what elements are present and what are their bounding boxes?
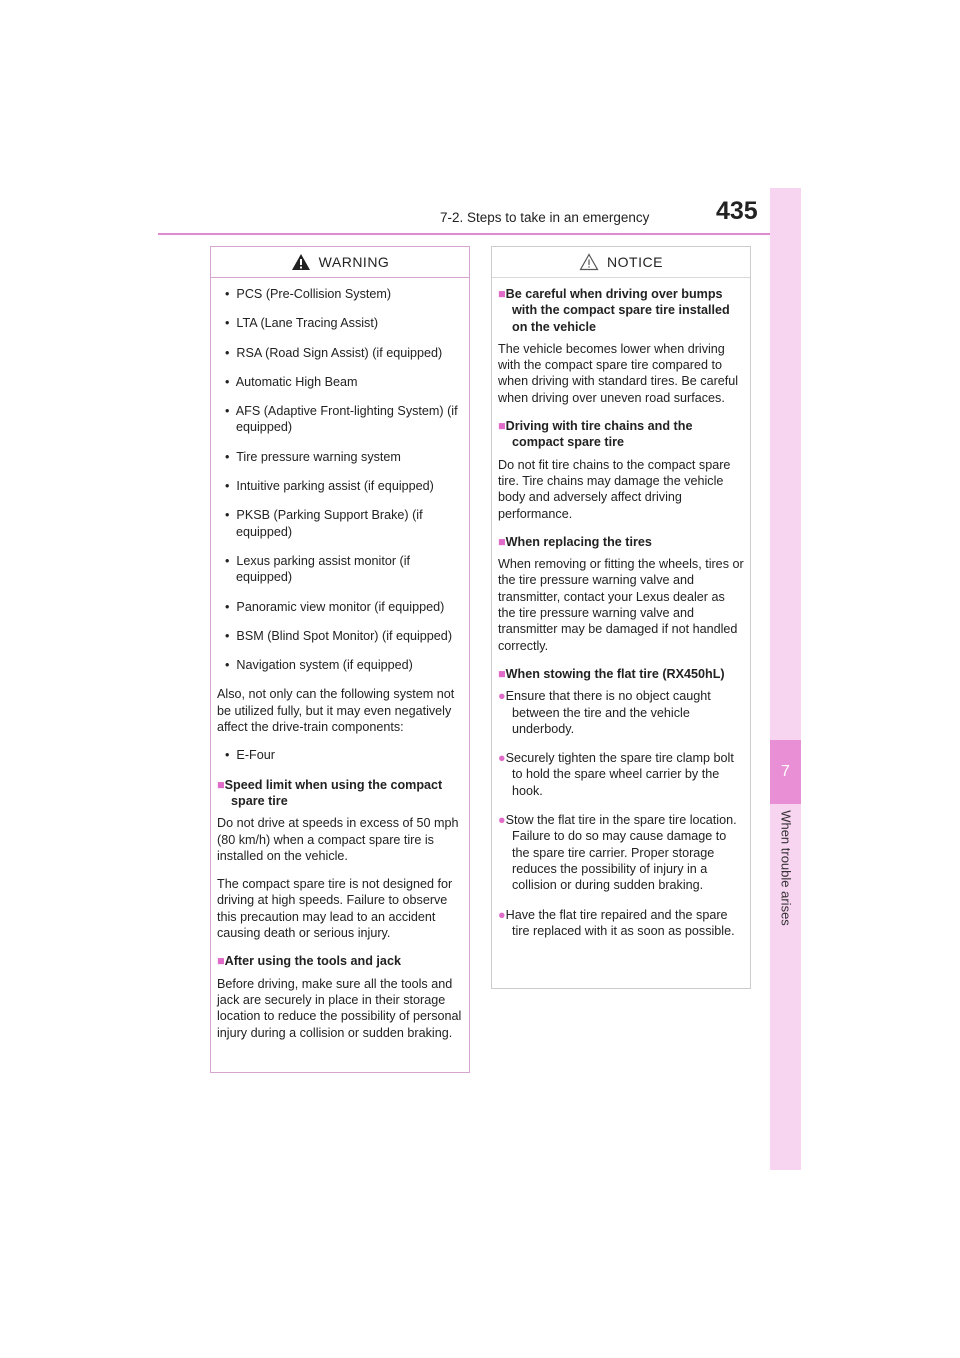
list-item [498,750,744,799]
warning-header [211,247,469,278]
list-item-text: Tire pressure warning system [236,449,401,464]
bullet-marker: • [225,508,230,523]
list-item [498,907,744,940]
list-item-text: BSM (Blind Spot Monitor) (if equipped) [236,628,453,643]
bullet-marker: • [225,287,230,301]
bullet-marker: • [225,658,230,673]
section-heading [217,953,463,969]
list-item [217,374,463,390]
section-title: 7-2. Steps to take in an emergency [440,210,650,225]
list-item [217,599,463,615]
heading-text: Speed limit when using the compact spare tire [224,777,443,808]
list-item-text: Automatic High Beam [235,374,358,389]
list-item-text: PCS (Pre-Collision System) [236,287,392,301]
list-item [217,449,463,465]
paragraph: Do not fit tire chains to the compact spare tire. Tire chains may damage the vehicle body and adversely affect driving performance. [498,457,731,521]
square-marker-icon: ■ [498,419,506,434]
paragraph: When removing or fitting the wheels, tires or the tire pressure warning valve and transmitter, contact your Lexus dealer as the tire pressure warning valve and transmitter may be damaged if not handled correctly. [498,557,744,653]
chapter-side-tab [770,188,801,1170]
bullet-marker: • [225,345,230,360]
list-item-text: AFS (Adaptive Front-lighting System) (if equipped) [235,404,458,435]
chapter-number-box [770,740,801,804]
bullet-marker: • [225,599,230,614]
bullet-marker: • [225,374,230,389]
warning-triangle-icon [291,253,311,271]
chapter-label: When trouble arises [778,810,794,926]
dot-marker-icon: ● [498,907,506,922]
list-item-text: Securely tighten the spare tire clamp bolt to hold the spare wheel carrier by the hook. [505,751,734,798]
header-rule [158,233,770,235]
bullet-marker: • [225,316,230,331]
paragraph: Do not drive at speeds in excess of 50 mph (80 km/h) when a compact spare tire is installed on the vehicle. [217,816,459,863]
square-marker-icon: ■ [498,287,506,301]
paragraph: The vehicle becomes lower when driving with the compact spare tire compared to when driving with standard tires. Be careful when driving over uneven road surfaces. [498,341,739,405]
section-heading [217,777,463,810]
paragraph: Also, not only can the following system not be utilized fully, but it may even negatively affect the drive-train components: [217,687,455,735]
bullet-marker: • [225,449,230,464]
warning-body [211,278,469,1041]
list-item [217,657,463,673]
list-item [498,688,744,737]
list-item [217,478,463,494]
list-item-text: Lexus parking assist monitor (if equipped) [236,553,411,585]
list-item [217,345,463,361]
bullet-marker: • [225,628,230,643]
paragraph: The compact spare tire is not designed for driving at high speeds. Failure to observe this precaution may lead to an accident causing death or serious injury. [217,877,453,941]
list-item-text: Panoramic view monitor (if equipped) [236,599,445,614]
section-heading [498,534,744,550]
notice-box [491,246,751,989]
heading-text: After using the tools and jack [224,954,401,969]
square-marker-icon: ■ [217,954,225,969]
list-item-text: Stow the flat tire in the spare tire location. Failure to do so may cause damage to the spare tire carrier. Proper storage reduces the possibility of injury in a collision or during sudden braking. [505,813,737,893]
heading-text: Driving with tire chains and the compact spare tire [505,419,693,450]
dot-marker-icon: ● [498,751,506,766]
list-item [498,812,744,893]
section-heading [498,418,744,451]
bullet-marker: • [225,748,230,763]
list-item [217,403,463,436]
list-item-text: Have the flat tire repaired and the spare tire replaced with it as soon as possible. [505,907,735,938]
heading-text: When stowing the flat tire (RX450hL) [505,666,725,681]
bullet-marker: • [225,404,230,419]
chapter-number: 7 [781,763,790,780]
list-item [217,747,463,763]
notice-title: NOTICE [607,254,663,270]
list-item [217,286,463,302]
heading-text: When replacing the tires [505,534,652,549]
section-heading [498,666,744,682]
square-marker-icon: ■ [498,534,506,549]
list-item [217,315,463,331]
page-number: 435 [716,197,758,225]
list-item-text: Ensure that there is no object caught between the tire and the vehicle underbody. [505,689,711,736]
dot-marker-icon: ● [498,689,506,704]
square-marker-icon: ■ [498,666,506,681]
warning-box [210,246,470,1073]
list-item [217,553,463,586]
list-item-text: Navigation system (if equipped) [236,658,413,673]
dot-marker-icon: ● [498,813,506,828]
section-heading [498,286,744,335]
list-item-text: RSA (Road Sign Assist) (if equipped) [236,345,443,360]
list-item-text: PKSB (Parking Support Brake) (if equipped) [236,508,423,539]
list-item-text: LTA (Lane Tracing Assist) [236,316,379,331]
square-marker-icon: ■ [217,777,225,792]
paragraph: Before driving, make sure all the tools and jack are securely in place in their storage location to reduce the possibility of personal injury during a collision or sudden braking. [217,976,462,1040]
list-item-text: Intuitive parking assist (if equipped) [236,479,434,494]
bullet-marker: • [225,553,230,568]
warning-title: WARNING [318,254,390,270]
list-item [217,628,463,644]
bullet-marker: • [225,479,230,494]
caution-triangle-icon [579,253,599,271]
heading-text: Be careful when driving over bumps with the compact spare tire installed on the vehicle [505,287,730,334]
notice-header [492,247,750,278]
list-item-text: E-Four [236,748,275,763]
notice-body [492,278,750,939]
list-item [217,507,463,540]
